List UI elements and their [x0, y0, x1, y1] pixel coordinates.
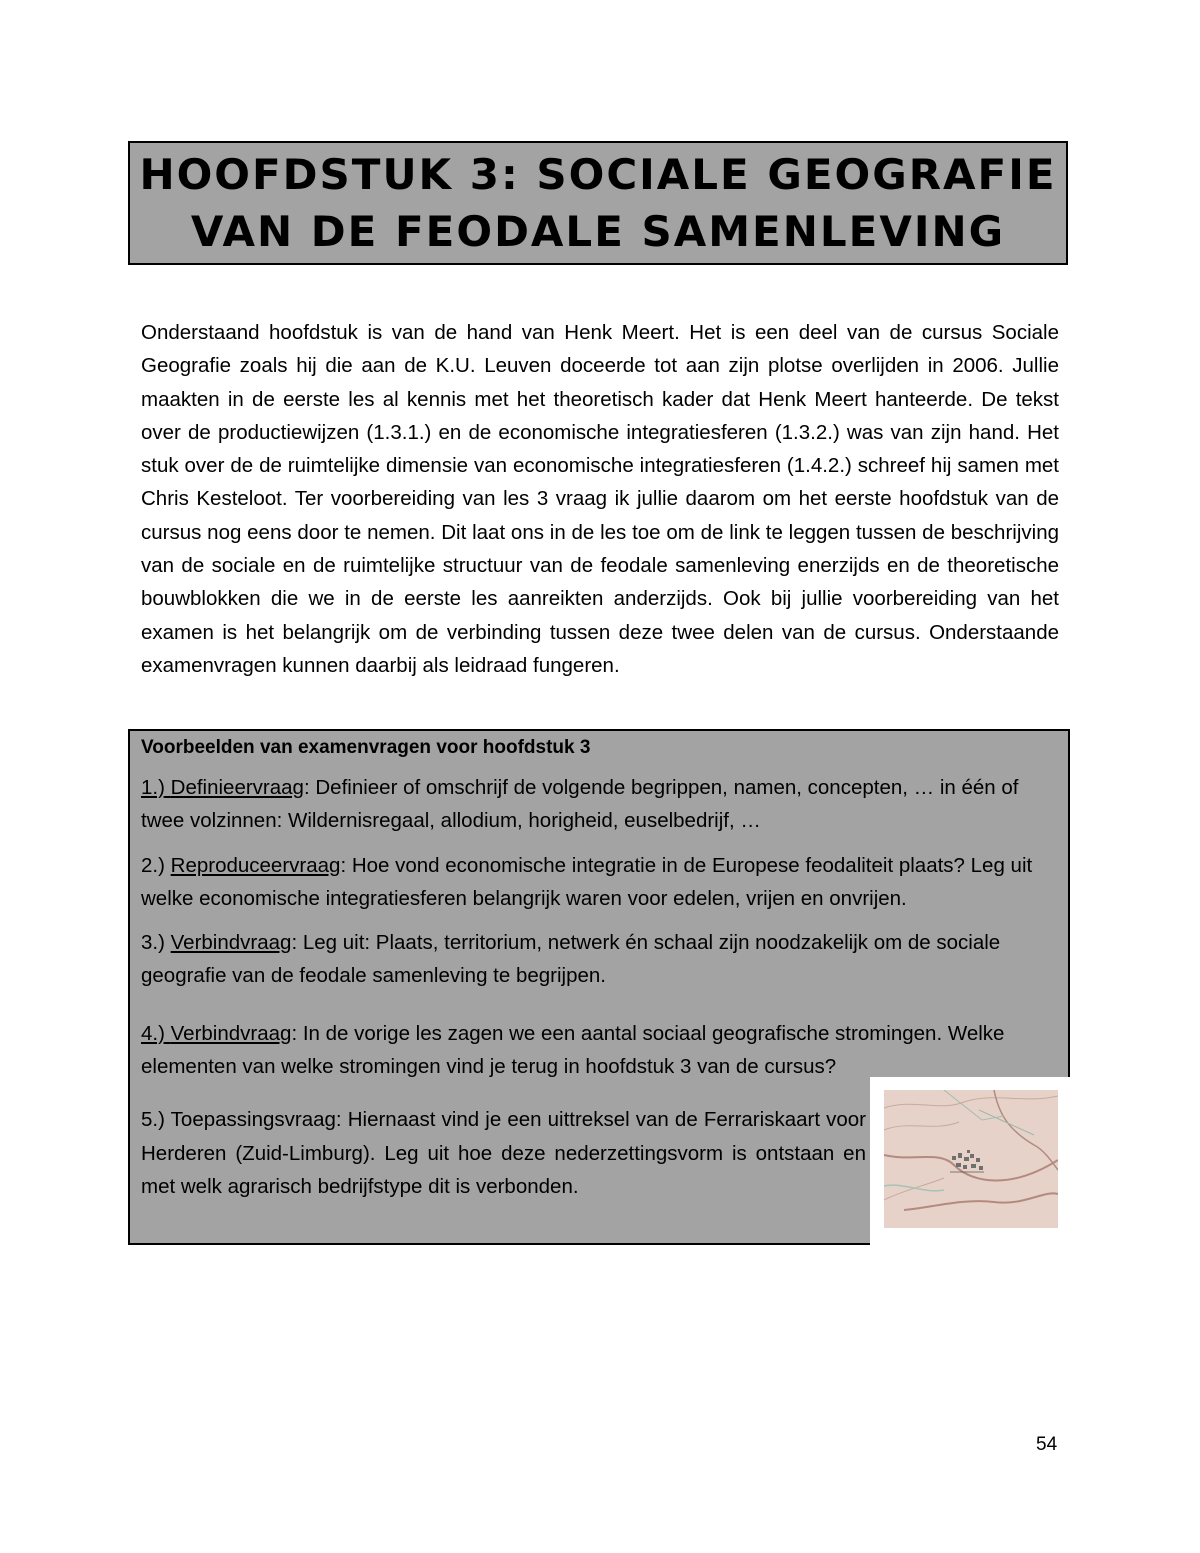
- exam-question-2: [141, 849, 1059, 916]
- question-number: 4.): [141, 1021, 165, 1045]
- question-text: : Hoe vond economische integratie in de Europese feodaliteit plaats? Leg uit welke economische integratiesferen belangrijk waren voor edelen, vrijen en onvrijen.: [141, 853, 1033, 910]
- question-number: 5.): [141, 1108, 165, 1132]
- question-number: 3.): [141, 931, 165, 955]
- question-type: Toepassingsvraag: [170, 1108, 336, 1132]
- question-type: Reproduceervraag: [170, 853, 341, 877]
- question-text: : Hiernaast vind je een uittreksel van de Ferrariskaart voor Herderen (Zuid-Limburg). Leg uit hoe deze nederzettingsvorm is ontstaan en met welk agrarisch bedrijfstype dit is verbonden.: [141, 1108, 866, 1198]
- page-number: 54: [1036, 1434, 1058, 1455]
- question-text: : In de vorige les zagen we een aantal sociaal geografische stromingen. Welke elementen van welke stromingen vind je terug in hoofdstuk 3 van de cursus?: [141, 1021, 1005, 1079]
- question-type: Definieervraag: [170, 776, 304, 799]
- map-drawing: [884, 1090, 1058, 1228]
- chapter-title-line-2: VAN DE FEODALE SAMENLEVING: [190, 207, 1006, 256]
- question-text: : Leg uit: Plaats, territorium, netwerk én schaal zijn noodzakelijk om de sociale geografie van de feodale samenleving te begrijpen.: [141, 931, 1001, 988]
- question-type: Verbindvraag: [170, 1021, 292, 1045]
- question-number: 2.): [141, 853, 165, 877]
- exam-heading: Voorbeelden van examenvragen voor hoofdstuk 3: [141, 737, 591, 758]
- chapter-title-box: [128, 141, 1068, 265]
- question-number: 1.): [141, 776, 165, 799]
- chapter-title-line-1: HOOFDSTUK 3: SOCIALE GEOGRAFIE: [139, 150, 1057, 199]
- exam-question-5: [141, 1103, 866, 1203]
- ferraris-map-excerpt: [884, 1090, 1058, 1228]
- intro-paragraph: Onderstaand hoofdstuk is van de hand van Henk Meert. Het is een deel van de cursus Sociale Geografie zoals hij die aan de K.U. Leuven doceerde tot aan zijn plotse overlijden in 2006. Jullie maakten in de eerste les al kennis met het theoretisch kader dat Henk Meert hanteerde. De tekst over de productiewijzen (1.3.1.) en de economische integratiesferen (1.3.2.) was van zijn hand. Het stuk over de de ruimtelijke dimensie van economische integratiesferen (1.4.2.) schreef hij samen met Chris Kesteloot. Ter voorbereiding van les 3 vraag ik jullie daarom om het eerste hoofdstuk van de cursus nog eens door te nemen. Dit laat ons in de les toe om de link te leggen tussen de beschrijving van de sociale en de ruimtelijke structuur van de feodale samenleving enerzijds en de theoretische bouwblokken die we in de eerste les aanreikten anderzijds. Ook bij jullie voorbereiding van het examen is het belangrijk om de verbinding tussen deze twee delen van de cursus. Onderstaande examenvragen kunnen daarbij als leidraad fungeren.: [141, 321, 1059, 677]
- question-text: : Definieer of omschrijf de volgende begrippen, namen, concepten, … in één of twee volzinnen: Wildernisregaal, allodium, horigheid, euselbedrijf, …: [141, 776, 1019, 833]
- exam-question-4: [141, 1017, 1059, 1084]
- exam-question-1: [141, 771, 1059, 838]
- exam-question-3: [141, 926, 1059, 993]
- question-type: Verbindvraag: [170, 931, 292, 955]
